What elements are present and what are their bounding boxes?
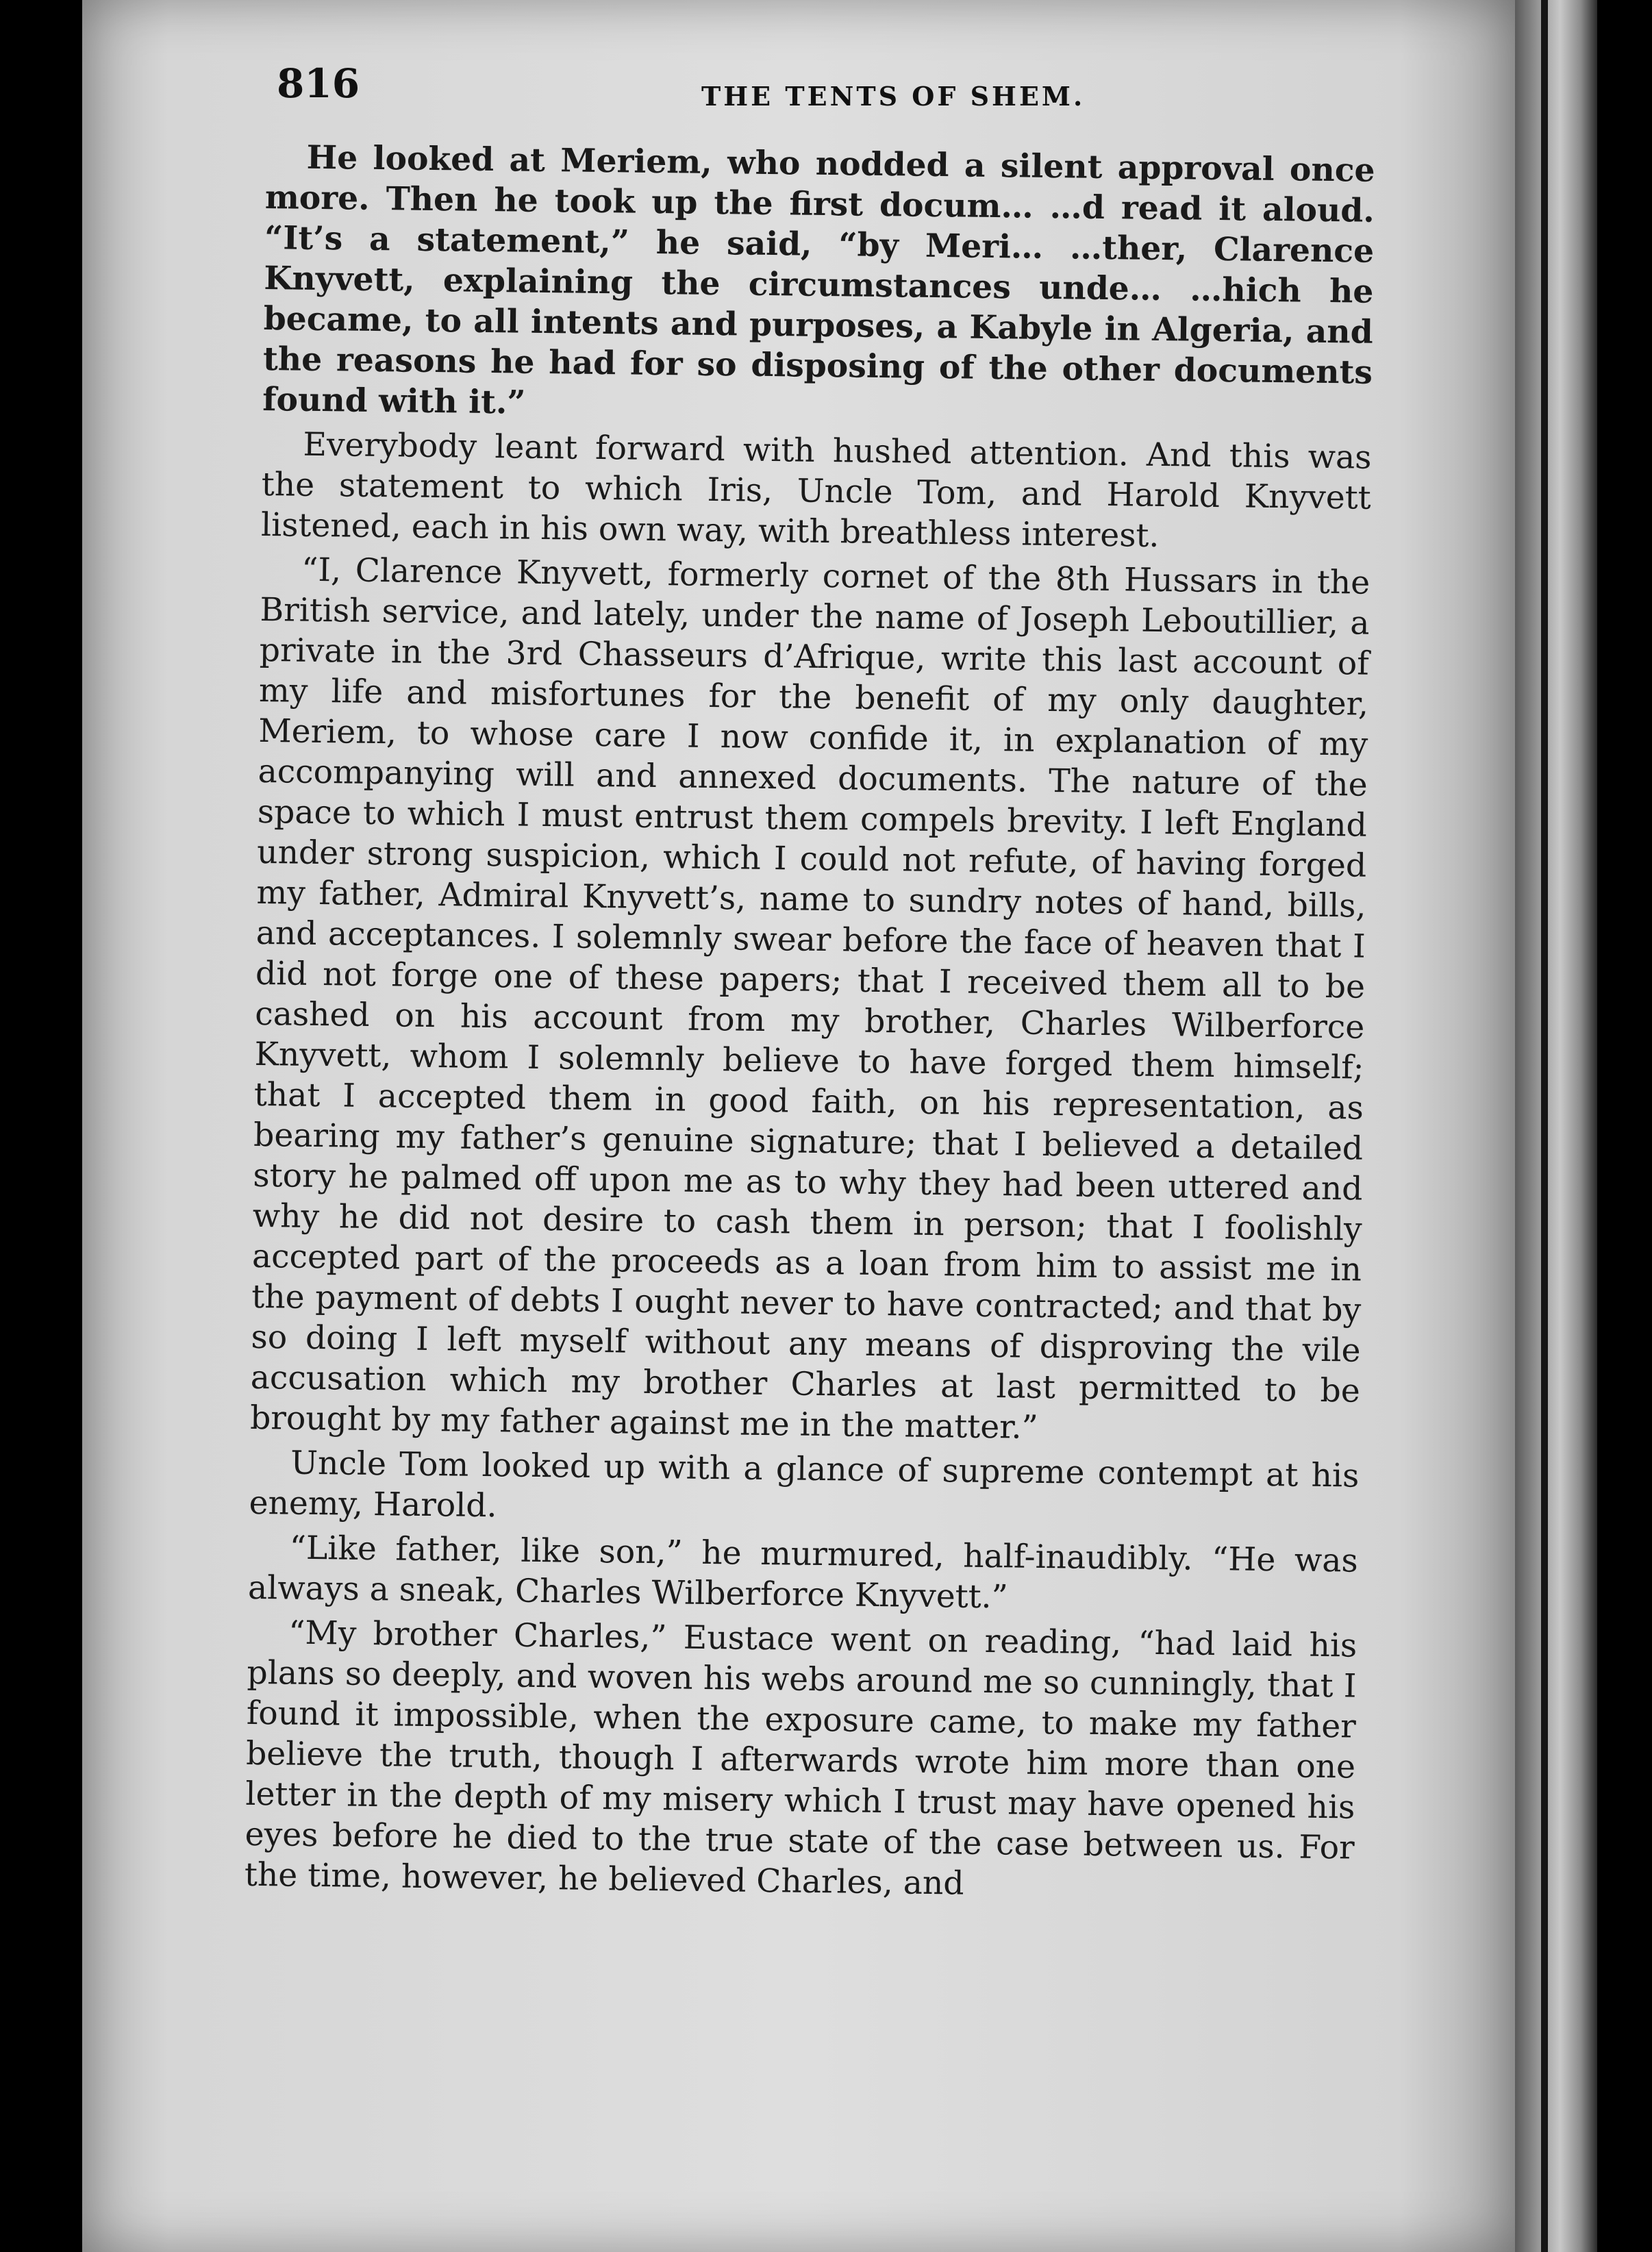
paragraph-1: He looked at Meriem, who nodded a silent approval once more. Then he took up the first docum… …d read it aloud. “It’s a statement,” he said, “by Meri… …ther, Clarence Knyvett, explaining the circumstances unde… …hich he became, to all intents and purposes, a Kabyle in Algeria, and the reasons he had for so disposing of the other documents found with it.” [262, 138, 1375, 422]
book-gutter [1515, 0, 1597, 2252]
paragraph-5: “Like father, like son,” he murmured, half-inaudibly. “He was always a sneak, Charles Wilberforce Knyvett.” [247, 1529, 1359, 1616]
paragraph-2: Everybody leant forward with hushed attention. And this was the statement to which Iris, Uncle Tom, and Harold Knyvett listened, each in his own way, with breathless interest. [260, 425, 1372, 555]
paragraph-3: “I, Clarence Knyvett, formerly cornet of the 8th Hussars in the British service, and lately, under the name of Joseph Leboutillier, a private in the 3rd Chasseurs d’Afrique, write this last account of my life and misfortunes for the benefit of my only daughter, Meriem, to whose care I now confide it, in explanation of my accompanying will and annexed documents. The nature of the space to which I must entrust them compels brevity. I left England under strong suspicion, which I could not refute, of having forged my father, Admiral Knyvett’s, name to sundry notes of hand, bills, and acceptances. I solemnly swear before the face of heaven that I did not forge one of these papers; that I received them all to be cashed on his account from my brother, Charles Wilberforce Knyvett, whom I solemnly believe to have forged them himself; that I accepted them in good faith, on his representation, as bearing my father’s genuine signature; that I believed a detailed story he palmed off upon me as to why they had been uttered and why he did not desire to cash them in person; that I foolishly accepted part of the proceeds as a loan from him to assist me in the payment of debts I ought never to have contracted; and that by so doing I left myself without any means of disproving the vile accusation which my brother Charles at last permitted to be brought by my father against me in the matter.” [249, 551, 1371, 1447]
gutter-shadow [1541, 0, 1548, 2252]
paragraph-6: “My brother Charles,” Eustace went on reading, “had laid his plans so deeply, and woven his webs around me so cunningly, that I found it impossible, when the exposure came, to make my father believe the truth, though I afterwards wrote him more than one letter in the depth of my misery which I trust may have opened his eyes before he died to the true state of the case between us. For the time, however, he believed Charles, and [244, 1614, 1357, 1903]
page-number: 816 [277, 60, 360, 107]
paragraph-4: Uncle Tom looked up with a glance of supreme contempt at his enemy, Harold. [249, 1444, 1360, 1525]
body-text [245, 137, 1375, 1913]
running-head: THE TENTS OF SHEM. [701, 81, 1086, 112]
page-header [277, 60, 1386, 129]
